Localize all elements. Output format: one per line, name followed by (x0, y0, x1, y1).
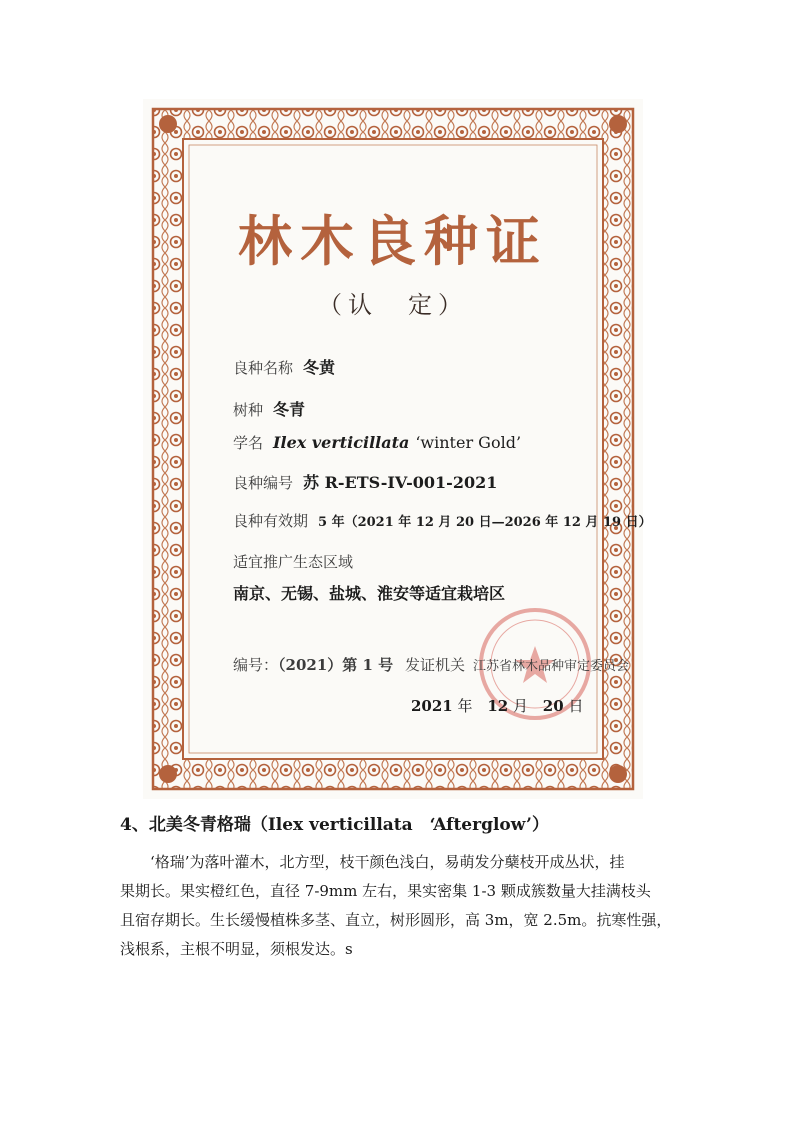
date-month: 12 (487, 697, 509, 715)
scientific-name-label: 学名 (233, 434, 264, 452)
code-label: 良种编号 (233, 474, 294, 492)
date-year: 2021 (411, 697, 453, 715)
region-label: 适宜推广生态区域 (233, 553, 354, 571)
date-year-unit: 年 (457, 697, 473, 715)
description-paragraph (120, 848, 676, 964)
validity-value: 5 年（2021 年 12 月 20 日—2026 年 12 月 19 日） (318, 515, 652, 530)
issuer-row (405, 654, 629, 675)
species-label: 树种 (233, 401, 264, 419)
paragraph-line: 果期长。果实橙红色，直径 7-9mm 左右，果实密集 1-3 颗成簇数量大挂满枝头 (120, 882, 651, 900)
code-row (233, 470, 497, 493)
number-value: （2021）第 1 号 (278, 656, 394, 674)
species-value: 冬青 (273, 400, 306, 419)
paragraph-line: ‘格瑞’为落叶灌木，北方型，枝干颜色浅白，易萌发分蘖枝开成丛状，挂 (120, 853, 625, 871)
certificate-subtitle: （认 定） (318, 291, 468, 319)
code-value: 苏 R-ETS-IV-001-2021 (303, 473, 498, 492)
certificate-image (143, 99, 652, 799)
paragraph-line: 且宿存期长。生长缓慢植株多茎、直立，树形圆形，高 3m，宽 2.5m。抗寒性强， (120, 911, 672, 929)
validity-row (233, 510, 652, 531)
date-day-unit: 日 (568, 697, 584, 715)
paragraph-line: 浅根系，主根不明显，须根发达。s (120, 940, 353, 958)
species-row (233, 397, 305, 420)
certificate-title: 林木良种证 (238, 210, 548, 273)
variety-name-label: 良种名称 (233, 359, 294, 377)
scientific-name-italic: Ilex verticillata (273, 433, 410, 452)
date-month-unit: 月 (512, 697, 528, 715)
region-value: 南京、无锡、盐城、淮安等适宜栽培区 (233, 584, 506, 603)
number-label: 编号： (233, 656, 279, 674)
issuer-label: 发证机关 (405, 656, 466, 674)
variety-name-value: 冬黄 (303, 358, 336, 377)
certificate-number-row (233, 654, 393, 675)
scientific-name-cultivar: ‘winter Gold’ (415, 433, 522, 452)
date-day: 20 (542, 697, 564, 715)
validity-label: 良种有效期 (233, 512, 309, 530)
section-heading: 4、北美冬青格瑞（Ilex verticillata ‘Afterglow’） (120, 815, 549, 835)
issue-date (411, 695, 583, 716)
issuer-value: 江苏省林木品种审定委员会 (473, 659, 630, 674)
scientific-name-row (233, 432, 521, 453)
variety-name-row (233, 355, 335, 378)
